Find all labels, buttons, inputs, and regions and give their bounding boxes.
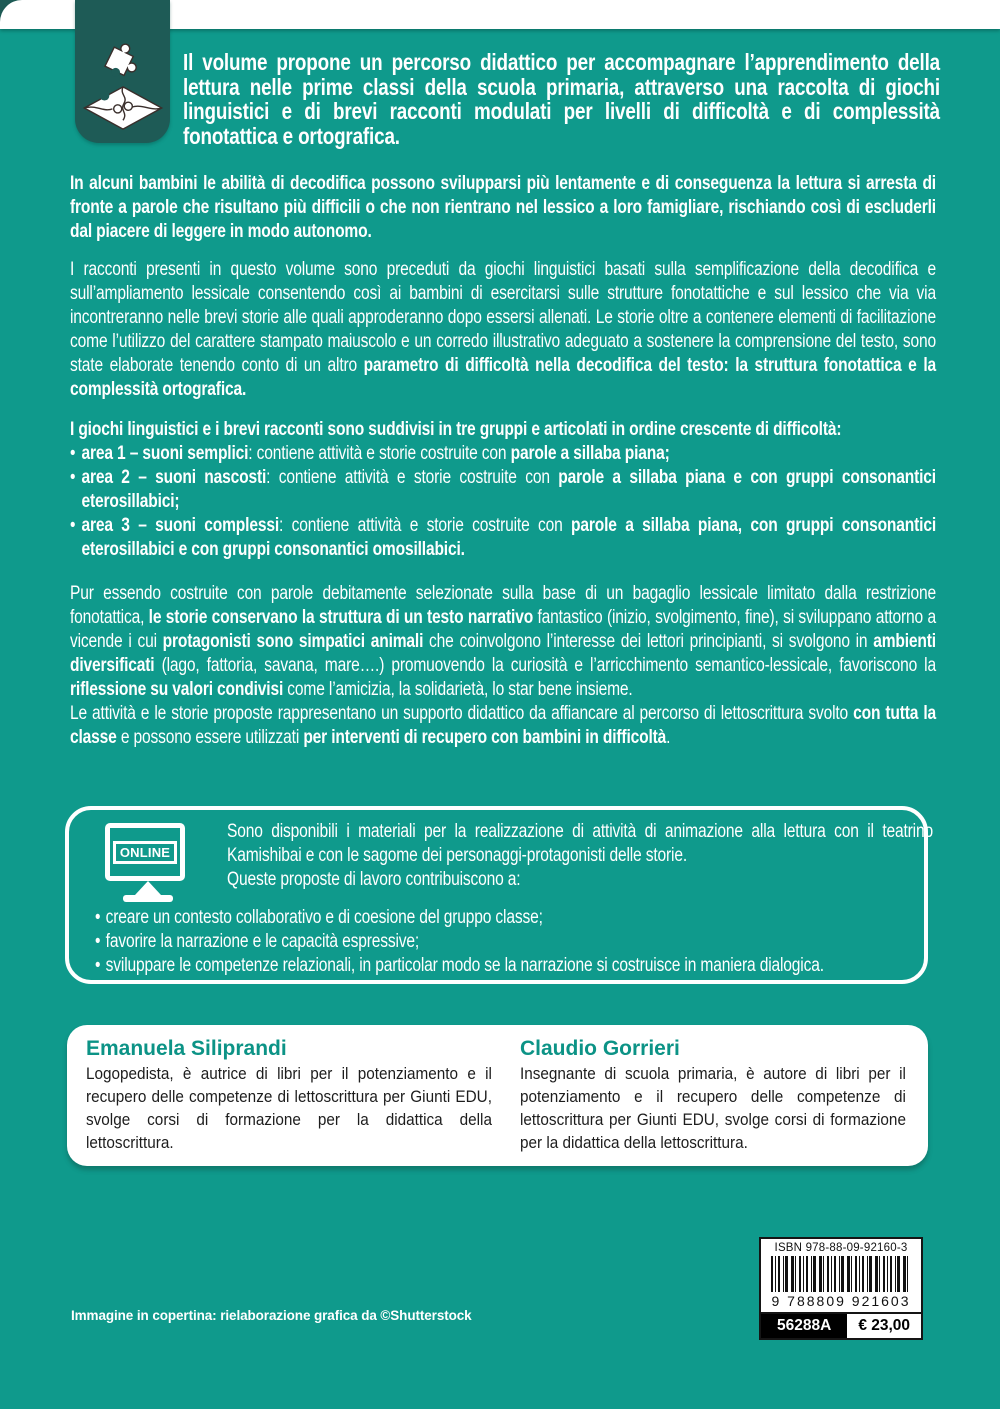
product-code: 56288A: [761, 1314, 847, 1338]
monitor-screen: [105, 823, 185, 881]
isbn-text: ISBN 978-88-09-92160-3: [774, 1242, 908, 1254]
list-item-area-2: • area 2 – suoni nascosti: contiene attività e storie costruite con parole a sillaba piana e con gruppi consonantici eterosillabici;: [70, 466, 936, 514]
online-paragraph-1: Sono disponibili i materiali per la realizzazione di attività di animazione alla lettura con il teatrino Kamishibai e con le sagome dei personaggi-protagonisti delle storie.: [227, 821, 933, 866]
barcode-label: [759, 1237, 923, 1340]
author-name: Claudio Gorrieri: [520, 1037, 680, 1060]
groups-intro-line: I giochi linguistici e i brevi racconti sono suddivisi in tre gruppi e articolati in ordine crescente di difficoltà:: [70, 419, 842, 440]
main-text-column: [70, 172, 936, 750]
barcode-bars: [771, 1256, 911, 1292]
author-bio: Insegnante di scuola primaria, è autore di libri per il potenziamento e il recupero delle competenze di lettoscrittura per Giunti EDU, svolge corsi di formazione per la didattica della lettoscrittura.: [520, 1064, 906, 1152]
online-monitor-icon: [105, 823, 191, 902]
author-card-gorrieri: [520, 1036, 906, 1154]
authors-box: [67, 1025, 928, 1166]
paragraph-attivita: Le attività e le storie proposte rappresentano un supporto didattico da affiancare al percorso di lettoscrittura svolto con tutta la classe e possono essere utilizzati per interventi di recupero con bambini in difficoltà.: [70, 703, 936, 748]
online-paragraphs: [227, 820, 933, 892]
list-item-area-1: • area 1 – suoni semplici: contiene attività e storie costruite con parole a sillaba piana;: [70, 442, 936, 466]
online-paragraph-2: Queste proposte di lavoro contribuiscono a:: [227, 869, 521, 890]
online-bullet-list: [95, 906, 905, 978]
price-value: € 23,00: [847, 1314, 921, 1338]
price-row: [761, 1312, 921, 1338]
paragraph-racconti: I racconti presenti in questo volume sono preceduti da giochi linguistici basati sulla semplificazione della decodifica e sull’ampliamento lessicale consentendo così ai bambini di esercitarsi sulle strutture fonotattiche e sul lessico che via via incontreranno nelle brevi storie alle quali approderanno dopo essersi allenati. Le storie oltre a contenere elementi di facilitazione come l’utilizzo del carattere stampato maiuscolo e un corredo illustrativo adeguato a sostenere la comprensione del testo, sono state elaborate tenendo conto di un altro parametro di difficoltà nella decodifica del testo: la struttura fonotattica e la complessità ortografica.: [70, 259, 936, 400]
groups-list: [70, 442, 936, 562]
paragraph-storie: Pur essendo costruite con parole debitamente selezionate sulla base di un bagaglio lessicale limitato dalla restrizione fonotattica, le storie conservano la struttura di un testo narrativo fantastico (inizio, svolgimento, fine), si sviluppano attorno a vicende i cui protagonisti sono simpatici animali che coinvolgono l’interesse dei lettori principianti, si svolgono in ambienti diversificati (lago, fattoria, savana, mare….) promuovendo la curiosità e l’arricchimento semantico-lessicale, favoriscono la riflessione su valori condivisi come l’amicizia, la solidarietà, lo star bene insieme.: [70, 583, 936, 700]
barcode-digits: 9 788809 921603: [771, 1293, 911, 1309]
online-bullet-1: • creare un contesto collaborativo e di coesione del gruppo classe;: [95, 906, 905, 930]
online-badge: ONLINE: [113, 841, 177, 864]
intro-paragraph: [183, 50, 940, 148]
difficulty-groups: [70, 418, 936, 562]
monitor-base: [123, 895, 173, 902]
online-bullet-2: • favorire la narrazione e le capacità espressive;: [95, 930, 905, 954]
author-bio: Logopedista, è autrice di libri per il potenziamento e il recupero delle competenze di lettoscrittura per Giunti EDU, svolge corsi di formazione per la didattica della lettoscrittura.: [86, 1064, 492, 1152]
author-card-siliprandi: [86, 1036, 492, 1154]
monitor-stand: [135, 881, 161, 895]
list-item-area-3: • area 3 – suoni complessi: contiene attività e storie costruite con parole a sillaba piana, con gruppi consonantici eterosillabici e con gruppi consonantici omosillabici.: [70, 514, 936, 562]
paragraph-decodifica: In alcuni bambini le abilità di decodifica possono svilupparsi più lentamente e di conseguenza la lettura si arresta di fronte a parole che risultano più difficili o che non rientrano nel lessico a loro famigliare, rischiando così di escluderli dal piacere di leggere in modo autonomo.: [70, 173, 936, 242]
cover-image-credit: Immagine in copertina: rielaborazione grafica da ©Shutterstock: [71, 1308, 472, 1323]
puzzle-tab: [75, 0, 170, 143]
online-bullet-3: • sviluppare le competenze relazionali, in particolar modo se la narrazione si costruisce in maniera dialogica.: [95, 954, 905, 978]
puzzle-icon: [79, 36, 167, 136]
author-name: Emanuela Siliprandi: [86, 1037, 287, 1060]
online-materials-box: [65, 806, 933, 984]
intro-text: Il volume propone un percorso didattico per accompagnare l’apprendimento della lettura nelle prime classi della scuola primaria, attraverso una raccolta di giochi linguistici e di brevi racconti modulati per livelli di difficoltà e di complessità fonotattica e ortografica.: [183, 49, 940, 149]
